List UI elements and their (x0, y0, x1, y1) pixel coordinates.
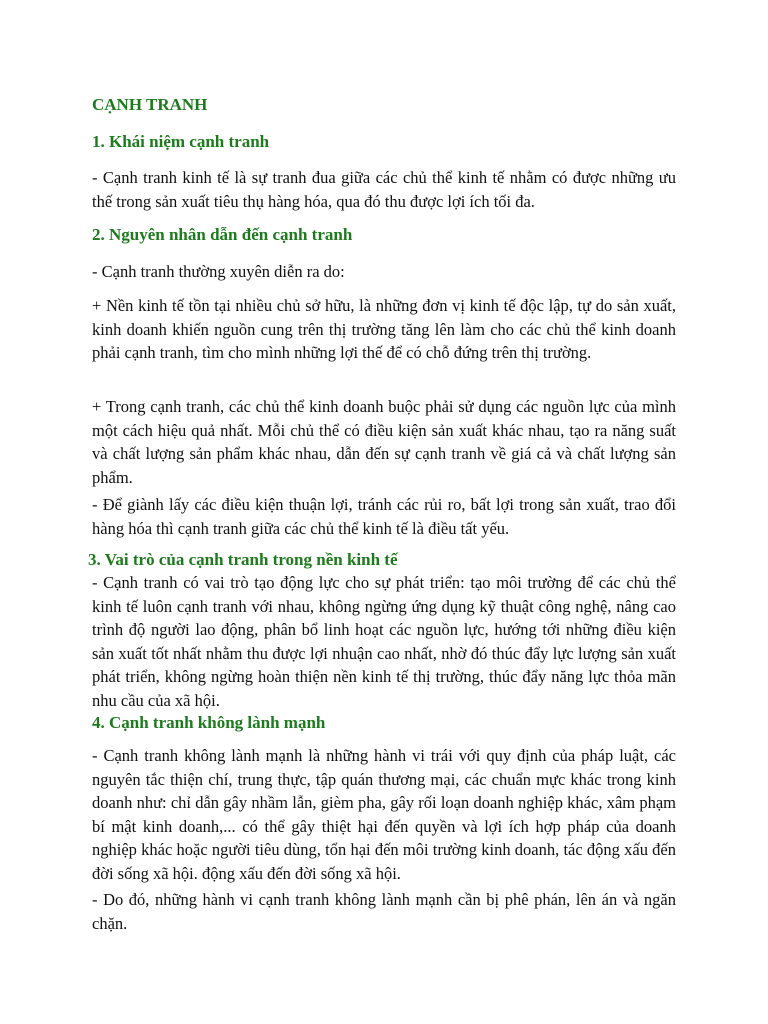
section-1-paragraph-1: - Cạnh tranh kinh tế là sự tranh đua giữa các chủ thể kinh tế nhằm có được những ưu thế trong sản xuất tiêu thụ hàng hóa, qua đó thu được lợi ích tối đa. (92, 168, 676, 211)
section-2-paragraph-3: + Trong cạnh tranh, các chủ thể kinh doanh buộc phải sử dụng các nguồn lực của mình một cách hiệu quả nhất. Mỗi chủ thể có điều kiện sản xuất khác nhau, tạo ra năng suất và chất lượng sản phẩm khác nhau, dẫn đến sự cạnh tranh về giá cả và chất lượng sản phẩm. (92, 397, 676, 487)
section-4-heading: 4. Cạnh tranh không lành mạnh (92, 713, 326, 732)
section-3-heading: 3. Vai trò của cạnh tranh trong nền kinh tế (88, 550, 398, 569)
section-4-paragraph-2: - Do đó, những hành vi cạnh tranh không lành mạnh cần bị phê phán, lên án và ngăn chặn. (92, 890, 676, 933)
section-2-heading: 2. Nguyên nhân dẫn đến cạnh tranh (92, 225, 353, 244)
section-2-paragraph-1: - Cạnh tranh thường xuyên diễn ra do: (92, 262, 345, 281)
document-title: CẠNH TRANH (92, 95, 208, 114)
section-2-paragraph-2: + Nền kinh tế tồn tại nhiều chủ sở hữu, là những đơn vị kinh tế độc lập, tự do sản xuất, kinh doanh khiến nguồn cung trên thị trường tăng lên làm cho các chủ thể kinh doanh phải cạnh tranh, tìm cho mình những lợi thế để có chỗ đứng trên thị trường. (92, 296, 676, 362)
section-3-paragraph-1: - Cạnh tranh có vai trò tạo động lực cho sự phát triển: tạo môi trường để các chủ thể kinh tế luôn cạnh tranh với nhau, không ngừng ứng dụng kỹ thuật công nghệ, nâng cao trình độ người lao động, phân bổ linh hoạt các nguồn lực, hướng tới những điều kiện sản xuất tốt nhất nhằm thu được lợi nhuận cao nhất, nhờ đó thúc đẩy lực lượng sản xuất phát triển, không ngừng hoàn thiện nền kinh tế thị trường, thúc đẩy năng lực thỏa mãn nhu cầu của xã hội. (92, 573, 676, 710)
section-4-paragraph-1: - Cạnh tranh không lành mạnh là những hành vi trái với quy định của pháp luật, các nguyên tắc thiện chí, trung thực, tập quán thương mại, các chuẩn mực khác trong kinh doanh như: chỉ dẫn gây nhầm lẫn, gièm pha, gây rối loạn doanh nghiệp khác, xâm phạm bí mật kinh doanh,... có thể gây thiệt hại đến quyền và lợi ích hợp pháp của doanh nghiệp khác hoặc người tiêu dùng, tổn hại đến môi trường kinh doanh, tác động xấu đến đời sống xã hội. động xấu đến đời sống xã hội. (92, 746, 676, 883)
section-2-paragraph-4: - Để giành lấy các điều kiện thuận lợi, tránh các rủi ro, bất lợi trong sản xuất, trao đổi hàng hóa thì cạnh tranh giữa các chủ thể kinh tế là điều tất yếu. (92, 495, 676, 538)
section-1-heading: 1. Khái niệm cạnh tranh (92, 132, 270, 151)
